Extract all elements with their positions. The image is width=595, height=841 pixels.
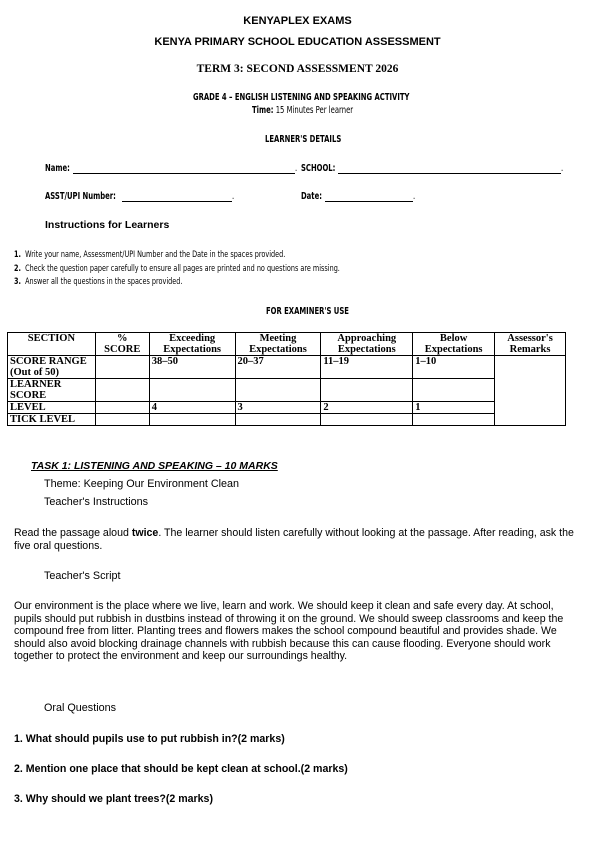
term-title: TERM 3: SECOND ASSESSMENT 2026 <box>196 63 399 75</box>
col-header-exceeding: Exceeding Expectations <box>149 333 235 356</box>
cell-meeting[interactable] <box>235 379 321 402</box>
instr-text: Read the passage aloud <box>14 527 132 539</box>
row-label: SCORE RANGE (Out of 50) <box>8 356 96 379</box>
instruction-text: Write your name, Assessment/UPI Number and the Date in the spaces provided. <box>25 250 286 260</box>
instructions-title: Instructions for Learners <box>45 219 170 231</box>
row-label: LEARNER SCORE <box>8 379 96 402</box>
cell-below: 1 <box>413 402 495 414</box>
remarks-cell[interactable] <box>495 356 566 426</box>
exam-org: KENYAPLEX EXAMS <box>243 15 352 27</box>
examiner-title: FOR EXAMINER'S USE <box>266 306 349 317</box>
date-label: Date: <box>301 191 322 202</box>
cell-score[interactable] <box>95 414 149 426</box>
cell-meeting: 3 <box>235 402 321 414</box>
school-label: SCHOOL: <box>301 163 336 174</box>
instr-text: . The learner should listen carefully without looking at the passage. After reading, ask the five oral questions. <box>14 527 574 552</box>
col-header-meeting: Meeting Expectations <box>235 333 321 356</box>
name-field-end: . <box>295 163 298 174</box>
details-title: LEARNER'S DETAILS <box>265 134 342 145</box>
instruction-num: 1. <box>14 250 21 260</box>
instruction-text: Answer all the questions in the spaces provided. <box>25 277 183 287</box>
instructions-list <box>14 249 340 290</box>
col-header-score: % SCORE <box>95 333 149 356</box>
time-line <box>252 105 353 116</box>
cell-approaching: 11–19 <box>321 356 413 379</box>
task-theme: Theme: Keeping Our Environment Clean <box>44 478 240 490</box>
oral-question: 3. Why should we plant trees?(2 marks) <box>14 793 213 805</box>
upi-label: ASST/UPI Number: <box>45 191 116 202</box>
cell-score[interactable] <box>95 402 149 414</box>
instruction-text: Check the question paper carefully to ensure all pages are printed and no questions are missing. <box>25 263 340 274</box>
cell-exceeding[interactable] <box>149 379 235 402</box>
cell-below: 1–10 <box>413 356 495 379</box>
date-field[interactable] <box>325 191 416 202</box>
table-row <box>8 402 566 414</box>
subject-title: GRADE 4 – ENGLISH LISTENING AND SPEAKING ACTIVITY <box>193 92 410 103</box>
instruction-item <box>14 249 340 263</box>
cell-meeting: 20–37 <box>235 356 321 379</box>
teacher-instructions-text <box>14 527 574 552</box>
cell-below[interactable] <box>413 414 495 426</box>
upi-field[interactable] <box>122 191 235 202</box>
date-field-end: . <box>413 191 416 202</box>
table-row <box>8 414 566 426</box>
table-row <box>8 356 566 379</box>
oral-questions-label: Oral Questions <box>44 702 117 714</box>
cell-approaching: 2 <box>321 402 413 414</box>
task-title: TASK 1: LISTENING AND SPEAKING – 10 MARKS <box>31 460 278 472</box>
script-label: Teacher's Script <box>44 570 121 582</box>
time-label: Time: <box>252 105 274 116</box>
cell-meeting[interactable] <box>235 414 321 426</box>
teacher-script-text: Our environment is the place where we live, learn and work. We should keep it clean and safe every day. At school, pupils should put rubbish in dustbins instead of throwing it on the ground. We should sweep classrooms and keep the compound free from litter. Planting trees and flowers makes the school compound beautiful and provides shade. We should also avoid blocking drainage channels with rubbish because this can cause flooding. Everyone should work together to protect the environment and keep our surroundings healthy. <box>14 600 564 663</box>
instruction-item <box>14 263 340 277</box>
table-header-row <box>8 333 566 356</box>
cell-approaching[interactable] <box>321 414 413 426</box>
time-value: 15 Minutes Per learner <box>273 105 354 116</box>
teacher-instructions-label: Teacher's Instructions <box>44 496 149 508</box>
col-header-approaching: Approaching Expectations <box>321 333 413 356</box>
cell-score[interactable] <box>95 379 149 402</box>
examiner-table <box>7 332 566 426</box>
cell-below[interactable] <box>413 379 495 402</box>
school-field-end: . <box>561 163 564 174</box>
cell-exceeding: 38–50 <box>149 356 235 379</box>
cell-approaching[interactable] <box>321 379 413 402</box>
col-header-below: Below Expectations <box>413 333 495 356</box>
instr-emphasis: twice <box>131 527 159 539</box>
oral-question: 1. What should pupils use to put rubbish in?(2 marks) <box>14 733 285 745</box>
table-row <box>8 379 566 402</box>
assessment-title: KENYA PRIMARY SCHOOL EDUCATION ASSESSMENT <box>154 36 441 48</box>
cell-exceeding[interactable] <box>149 414 235 426</box>
row-label: TICK LEVEL <box>8 414 96 426</box>
instruction-item <box>14 276 340 290</box>
col-header-section: SECTION <box>8 333 96 356</box>
cell-score[interactable] <box>95 356 149 379</box>
cell-exceeding: 4 <box>149 402 235 414</box>
col-header-remarks: Assessor's Remarks <box>495 333 566 356</box>
instruction-num: 3. <box>14 277 21 287</box>
row-label: LEVEL <box>8 402 96 414</box>
name-field[interactable] <box>73 163 298 174</box>
oral-question: 2. Mention one place that should be kept clean at school.(2 marks) <box>14 763 348 775</box>
name-label: Name: <box>45 163 70 174</box>
upi-field-end: . <box>232 191 235 202</box>
instruction-num: 2. <box>14 263 21 274</box>
school-field[interactable] <box>338 163 564 174</box>
